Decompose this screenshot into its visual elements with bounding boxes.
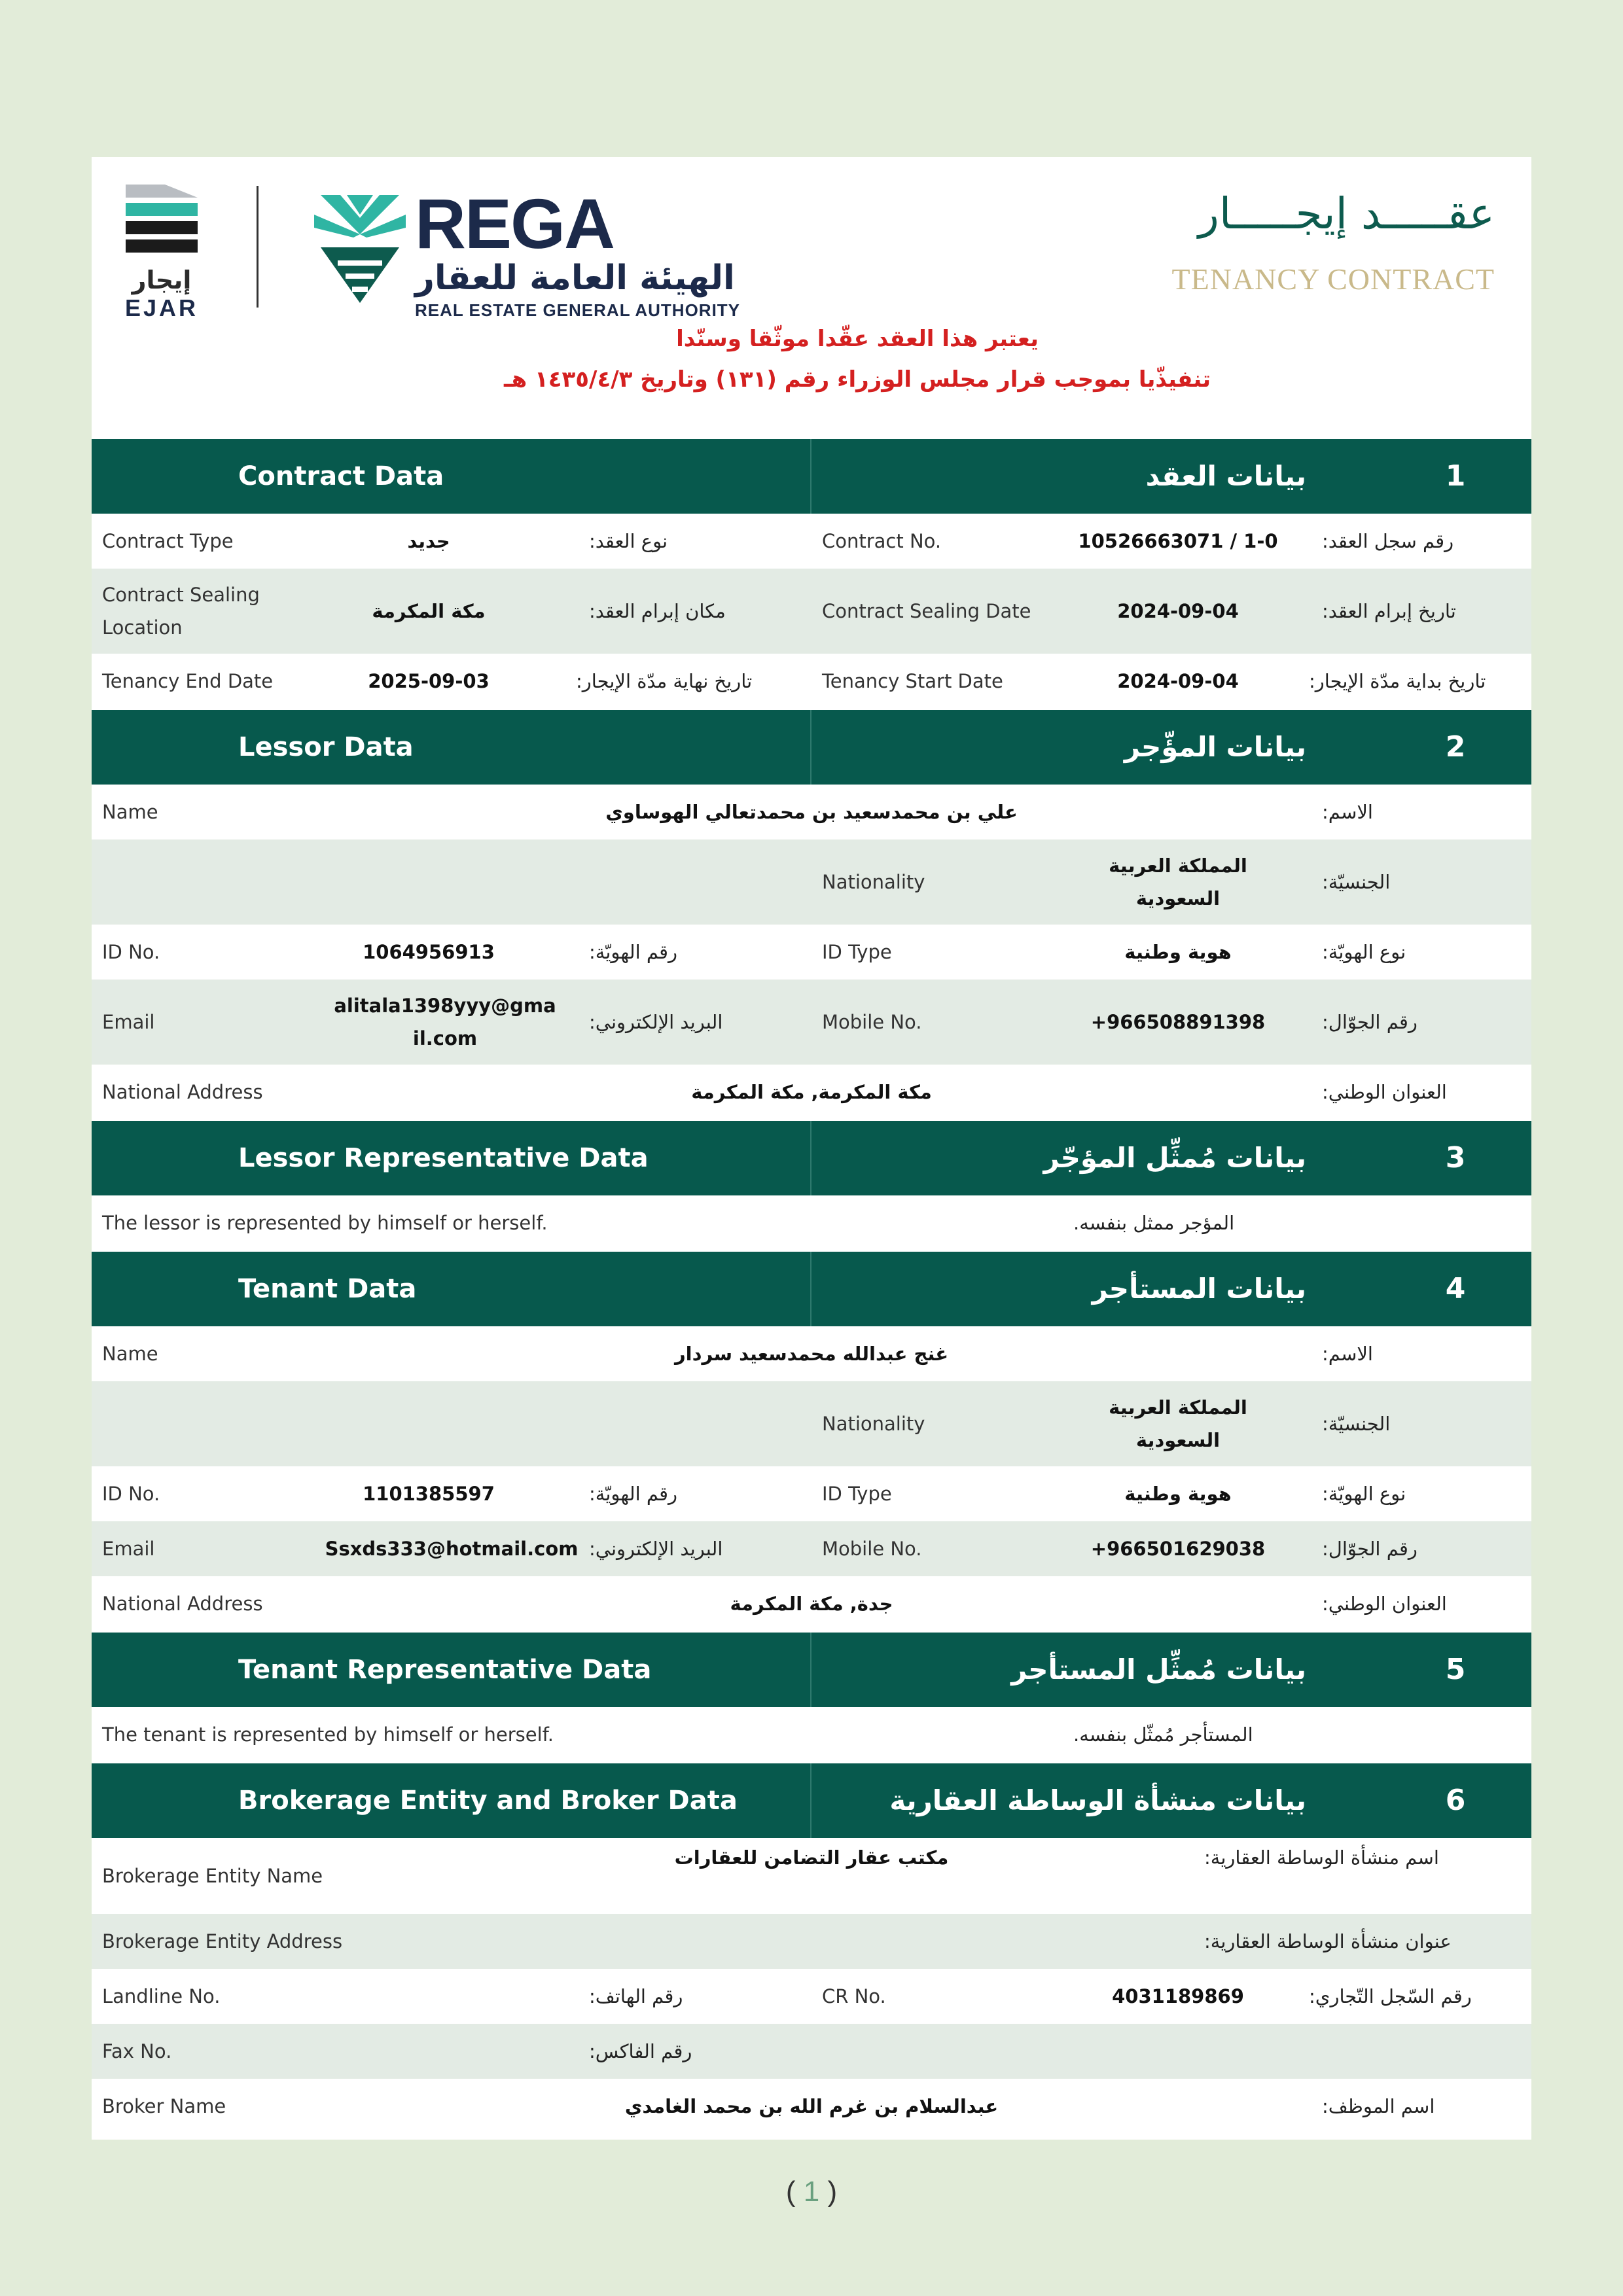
label-ar: البريد الإلكتروني:	[589, 1538, 723, 1560]
label-ar: تاريخ إبرام العقد:	[1322, 600, 1456, 622]
legal-notice-line-2: تنفيذّيا بموجب قرار مجلس الوزراء رقم (١٣١) وتاريخ ١٤٣٥/٤/٣ هـ	[503, 366, 1211, 393]
label-en: Contract Type	[102, 530, 234, 552]
section-title-ar: بيانات مُمثِّل المستأجر	[1011, 1653, 1306, 1686]
value: Ssxds333@hotmail.com	[325, 1538, 579, 1560]
label-en: Contract Sealing Date	[822, 600, 1031, 622]
label-en: National Address	[102, 1593, 263, 1615]
label-ar: رقم الجوّال:	[1322, 1011, 1418, 1033]
tenant-row-address	[92, 1576, 1531, 1631]
section-header-brokerage	[92, 1763, 1531, 1838]
label-en: Email	[102, 1538, 155, 1560]
value: المملكة العربية السعودية	[1109, 855, 1247, 910]
value: 2025-09-03	[368, 670, 490, 692]
brokerage-row-address	[92, 1914, 1531, 1969]
section-title-ar: بيانات منشأة الوساطة العقارية	[889, 1784, 1306, 1816]
label-ar: رقم الهويّة:	[589, 941, 678, 963]
value: عبدالسلام بن غرم الله بن محمد الغامدي	[624, 2095, 999, 2117]
value: مكة المكرمة, مكة المكرمة	[691, 1081, 932, 1103]
value: مكتب عقار التضامن للعقارات	[674, 1846, 949, 1869]
label-en: Name	[102, 1343, 158, 1365]
rega-logo-title: REGA	[415, 184, 615, 263]
section-number: 3	[1445, 1141, 1466, 1174]
label-ar: رقم سجل العقد:	[1322, 530, 1454, 552]
page-number	[0, 2176, 1623, 2208]
logo-divider	[257, 186, 259, 308]
label-en: ID No.	[102, 1483, 160, 1505]
page-number-close: )	[827, 2176, 838, 2208]
label-en: Tenancy Start Date	[822, 670, 1003, 692]
label-en: Mobile No.	[822, 1011, 922, 1033]
section-title-en: Tenant Representative Data	[238, 1655, 652, 1685]
label-en: Brokerage Entity Name	[102, 1865, 323, 1887]
value: مكة المكرمة	[372, 600, 486, 622]
label-ar: رقم الهويّة:	[589, 1483, 678, 1505]
label-en: Name	[102, 801, 158, 823]
section-number: 6	[1445, 1784, 1466, 1817]
label-ar: عنوان منشأة الوساطة العقارية:	[1204, 1930, 1452, 1952]
label-ar: الاسم:	[1322, 801, 1373, 823]
label-ar: رقم الجوّال:	[1322, 1538, 1418, 1560]
label-ar: مكان إبرام العقد:	[589, 600, 726, 622]
label-ar: الاسم:	[1322, 1343, 1373, 1365]
value: alitala1398yyy@gmail.com	[334, 995, 556, 1050]
label-ar: البريد الإلكتروني:	[589, 1011, 723, 1033]
lessor-row-name	[92, 785, 1531, 839]
label-ar: اسم الموظف:	[1322, 2095, 1435, 2117]
value: المملكة العربية السعودية	[1109, 1396, 1247, 1451]
tenant-row-id	[92, 1466, 1531, 1521]
value: هوية وطنية	[1124, 941, 1232, 963]
rega-logo-en: REAL ESTATE GENERAL AUTHORITY	[415, 300, 741, 320]
label-en: Contract No.	[822, 530, 942, 552]
page-number-open: (	[785, 2176, 796, 2208]
label-ar: المؤجر ممثل بنفسه.	[1073, 1212, 1235, 1234]
document-title-en: TENANCY CONTRACT	[1171, 262, 1495, 296]
value: +966508891398	[1090, 1011, 1266, 1033]
value: 2024-09-04	[1117, 600, 1239, 622]
label-en: ID Type	[822, 941, 892, 963]
section-header-lessor	[92, 710, 1531, 785]
contract-row-sealing	[92, 569, 1531, 654]
section-title-en: Contract Data	[238, 461, 444, 491]
label-ar: رقم الفاكس:	[589, 2040, 692, 2062]
value: +966501629038	[1090, 1538, 1266, 1560]
label-ar: رقم السّجل التّجاري:	[1309, 1985, 1472, 2007]
contract-row-tenancy-dates	[92, 654, 1531, 709]
label-ar: نوع الهويّة:	[1322, 1483, 1406, 1505]
label-ar: تاريخ نهاية مدّة الإيجار:	[576, 670, 753, 692]
tenant-row-name	[92, 1326, 1531, 1381]
label-en: Tenancy End Date	[102, 670, 274, 692]
label-ar: اسم منشأة الوساطة العقارية:	[1204, 1846, 1439, 1869]
label-en: ID No.	[102, 941, 160, 963]
value: جدة, مكة المكرمة	[730, 1593, 893, 1615]
section-title-ar: بيانات مُمثِّل المؤجّر	[1043, 1142, 1306, 1174]
section-title-en: Lessor Data	[238, 732, 414, 762]
document-header	[92, 157, 1531, 438]
label-en: Email	[102, 1011, 155, 1033]
document-title-ar: عقـــــد إيجـــــار	[1198, 188, 1495, 239]
label-en: ID Type	[822, 1483, 892, 1505]
label-en: National Address	[102, 1081, 263, 1103]
section-title-ar: بيانات المؤّجر	[1124, 731, 1306, 763]
label-ar: المستأجر مُمثّل بنفسه.	[1073, 1723, 1253, 1746]
page-number-value: 1	[803, 2176, 820, 2208]
rega-logo-ar: الهيئة العامة للعقار	[415, 258, 735, 298]
rega-palm-icon	[314, 188, 406, 306]
label-ar: نوع الهويّة:	[1322, 941, 1406, 963]
label-en: Fax No.	[102, 2040, 172, 2062]
contract-page	[92, 157, 1531, 2140]
ejar-logo	[119, 183, 204, 340]
value: علي بن محمدسعيد بن محمدتعالي الهوساوي	[605, 801, 1018, 823]
label-en: Contract Sealing Location	[102, 584, 260, 639]
label-ar: رقم الهاتف:	[589, 1985, 683, 2007]
label-en: The tenant is represented by himself or herself.	[102, 1723, 554, 1746]
section-title-en: Brokerage Entity and Broker Data	[238, 1786, 738, 1816]
section-header-tenant	[92, 1252, 1531, 1326]
lessor-rep-row	[92, 1195, 1531, 1250]
label-en: CR No.	[822, 1985, 886, 2007]
label-en: Brokerage Entity Address	[102, 1930, 343, 1952]
value: 10526663071 / 1-0	[1078, 530, 1278, 552]
label-ar: نوع العقد:	[589, 530, 668, 552]
value: 4031189869	[1112, 1985, 1244, 2007]
value: غنج عبدالله محمدسعيد سردار	[674, 1343, 949, 1365]
section-header-contract	[92, 439, 1531, 514]
brokerage-row-entity	[92, 1838, 1531, 1914]
value: هوية وطنية	[1124, 1483, 1232, 1505]
value: 1064956913	[363, 941, 495, 963]
section-number: 4	[1445, 1272, 1466, 1305]
tenant-row-nationality	[92, 1381, 1531, 1466]
brokerage-row-broker	[92, 2079, 1531, 2134]
section-number: 2	[1445, 730, 1466, 764]
tenant-row-contact	[92, 1521, 1531, 1576]
section-title-ar: بيانات العقد	[1145, 460, 1306, 492]
label-en: Nationality	[822, 1413, 925, 1435]
ejar-logo-ar: إيجار	[132, 266, 192, 294]
section-title-ar: بيانات المستأجر	[1092, 1273, 1306, 1305]
label-ar: تاريخ بداية مدّة الإيجار:	[1309, 670, 1486, 692]
tenant-rep-row	[92, 1707, 1531, 1762]
section-number: 1	[1445, 459, 1466, 493]
lessor-row-id	[92, 925, 1531, 980]
ejar-logo-en: EJAR	[124, 294, 199, 321]
lessor-row-contact	[92, 980, 1531, 1065]
label-ar: الجنسيّة:	[1322, 871, 1391, 893]
label-ar: الجنسيّة:	[1322, 1413, 1391, 1435]
contract-row-type	[92, 514, 1531, 569]
ejar-stripes-icon	[119, 183, 204, 262]
label-en: Landline No.	[102, 1985, 221, 2007]
label-ar: العنوان الوطني:	[1322, 1593, 1447, 1615]
lessor-row-address	[92, 1065, 1531, 1120]
value: جديد	[407, 530, 450, 552]
lessor-row-nationality	[92, 839, 1531, 925]
section-title-en: Tenant Data	[238, 1274, 417, 1304]
brokerage-row-phone	[92, 1969, 1531, 2024]
section-title-en: Lessor Representative Data	[238, 1143, 649, 1173]
value: 2024-09-04	[1117, 670, 1239, 692]
label-en: Mobile No.	[822, 1538, 922, 1560]
label-en: Nationality	[822, 871, 925, 893]
label-en: Broker Name	[102, 2095, 226, 2117]
label-ar: العنوان الوطني:	[1322, 1081, 1447, 1103]
section-header-lessor-rep	[92, 1121, 1531, 1195]
section-number: 5	[1445, 1653, 1466, 1686]
section-header-tenant-rep	[92, 1633, 1531, 1707]
value: 1101385597	[363, 1483, 495, 1505]
legal-notice-line-1: يعتبر هذا العقد عقّدا موثّقا وسنّدا	[676, 326, 1039, 352]
label-en: The lessor is represented by himself or herself.	[102, 1212, 548, 1234]
rega-logo	[415, 184, 741, 321]
brokerage-row-fax	[92, 2024, 1531, 2079]
